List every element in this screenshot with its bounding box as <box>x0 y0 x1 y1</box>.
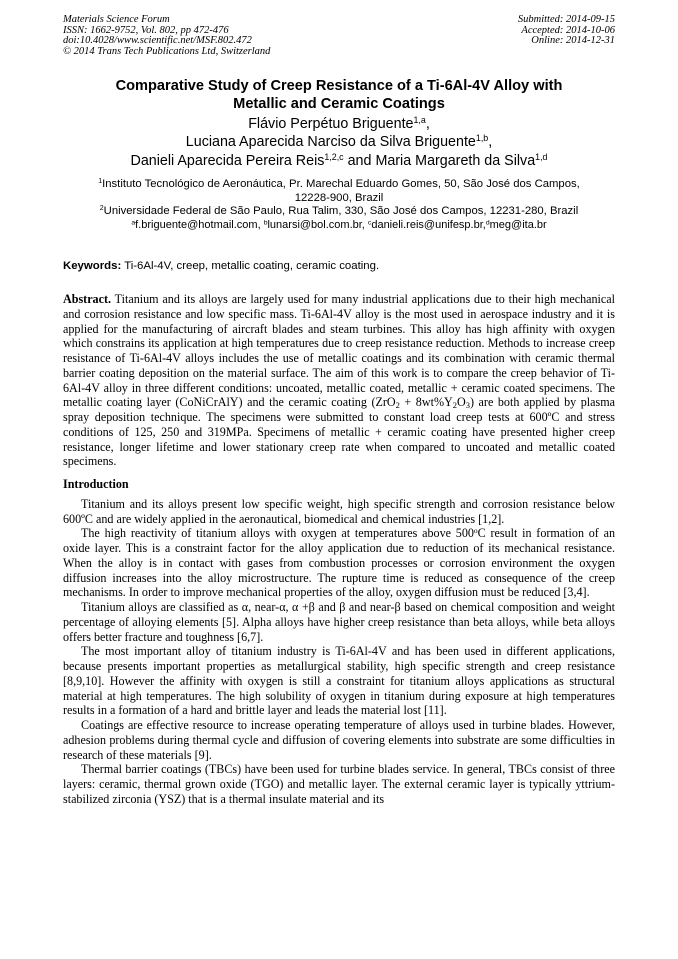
issn-line: ISSN: 1662-9752, Vol. 802, pp 472-476 <box>63 24 229 36</box>
abstract <box>63 292 615 469</box>
intro-paragraph-6: Thermal barrier coatings (TBCs) have been used for turbine blades service. In general, TBCs consist of three layers: ceramic, thermal grown oxide (TGO) and metallic layer. The external ceramic layer is typically yttrium-stabilized zirconia (YSZ) that is a thermal insulate material and its <box>63 762 615 806</box>
author-2-affil: 1,b <box>475 133 489 144</box>
author-separator: , <box>425 116 430 132</box>
doi-line: doi:10.4028/www.scientific.net/MSF.802.472 <box>63 35 252 47</box>
affiliation-1-text: Instituto Tecnológico de Aeronáutica, Pr. Marechal Eduardo Gomes, 50, São José dos Campos, <box>102 178 580 190</box>
email-list <box>63 219 615 233</box>
author-2: Luciana Aparecida Narciso da Silva Briguente <box>185 134 476 151</box>
author-line-3 <box>63 152 615 170</box>
paper-title <box>63 78 615 113</box>
email-a-marker: a <box>131 219 136 227</box>
subscript: 3 <box>465 400 470 411</box>
author-separator: and <box>343 152 376 169</box>
email-d-marker: d <box>485 219 490 227</box>
author-line-1 <box>63 115 615 133</box>
author-4: Maria Margareth da Silva <box>375 152 536 169</box>
introduction-heading: Introduction <box>63 477 129 491</box>
intro-paragraph-5: Coatings are effective resource to increase operating temperature of alloys used in turbine blades. However, adhesion problems during thermal cycle and diffusion of covering elements into substrate are some difficulties in research of these materials [9]. <box>63 718 615 762</box>
author-1-affil: 1,a <box>413 115 426 126</box>
accepted-date: Accepted: 2014-10-06 <box>521 24 615 36</box>
email-a: f.briguente@hotmail.com, <box>135 218 264 231</box>
affiliation-2-number: 2 <box>99 205 104 213</box>
keywords-label: Keywords: <box>63 260 122 272</box>
degree-superscript: o <box>473 526 478 536</box>
email-c-marker: c <box>367 219 372 227</box>
intro-paragraph-2-text-cont: C result in formation of an oxide layer. This is a constraint factor for the alloy application due to reduction of its mechanical resistance. When the alloy is in contact with gases from combustion processes or corrosion environment the oxygen diffusion increases into the alloy microstructure. The rupture time is reduced as consequence of the creep mechanisms. In order to improve mechanical properties of the alloy, oxygen diffusion must be reduced [3,4]. <box>63 526 616 600</box>
email-b: lunarsi@bol.com.br, <box>267 218 368 231</box>
subscript: 2 <box>452 400 457 411</box>
author-1: Flávio Perpétuo Briguente <box>248 116 414 132</box>
email-d: meg@ita.br <box>489 218 547 231</box>
submitted-date: Submitted: 2014-09-15 <box>517 14 615 25</box>
abstract-text-3: O <box>457 395 466 410</box>
affiliations <box>63 178 615 232</box>
author-separator: , <box>488 134 493 151</box>
intro-paragraph-2 <box>63 526 615 600</box>
intro-paragraph-4: The most important alloy of titanium industry is Ti-6Al-4V and has been used in different applications, because presents important properties as metallurgical stability, high specific strength and creep resistance [8,9,10]. However the affinity with oxygen is still a constraint for titanium alloys applications as structural material at high temperatures. The high solubility of oxygen in titanium during exposure at high temperatures results in a formation of a hard and brittle layer and leads the material lost [11]. <box>63 644 615 718</box>
journal-header <box>63 15 270 57</box>
online-date: Online: 2014-12-31 <box>531 35 615 47</box>
abstract-label: Abstract. <box>63 292 112 306</box>
intro-paragraph-2-text: The high reactivity of titanium alloys with oxygen at temperatures above 500 <box>81 526 474 541</box>
keywords <box>63 259 615 273</box>
affiliation-2-text: Universidade Federal de São Paulo, Rua Talim, 330, São José dos Campos, 12231-280, Brazil <box>103 205 579 218</box>
email-c: danieli.reis@unifesp.br, <box>371 218 486 231</box>
intro-paragraph-3: Titanium alloys are classified as α, near-α, α +β and β and near-β based on chemical composition and weight percentage of alloying elements [5]. Alpha alloys have higher creep resistance than beta alloys, while beta alloys offers better fracture and toughness [6,7]. <box>63 600 615 644</box>
abstract-text-2: + 8wt%Y <box>399 395 453 410</box>
author-3-affil: 1,2,c <box>324 151 344 162</box>
affiliation-1-number: 1 <box>98 178 103 186</box>
title-line-2: Metallic and Ceramic Coatings <box>233 95 445 112</box>
email-b-marker: b <box>263 219 268 227</box>
author-4-affil: 1,d <box>535 151 548 162</box>
paper-body <box>63 292 615 807</box>
affiliation-1-continued: 12228-900, Brazil <box>294 191 384 204</box>
keywords-text: Ti-6Al-4V, creep, metallic coating, ceramic coating. <box>121 260 380 272</box>
intro-paragraph-1: Titanium and its alloys present low specific weight, high specific strength and corrosion resistance below 600ºC and are widely applied in the aeronautical, biomedical and chemical industries [1,2]. <box>63 496 615 526</box>
author-3: Danieli Aparecida Pereira Reis <box>130 152 325 169</box>
journal-name: Materials Science Forum <box>63 14 170 25</box>
abstract-text-1: Titanium and its alloys are largely used for many industrial applications due to their high mechanical and corrosion resistance and low specific mass. Ti-6Al-4V alloy is the most used in aerospace industry and it is applied for the manufacturing of aircraft blades and steam turbines. This alloy has high affinity with oxygen which constrains its application at high temperatures due to creep resistance reduction. Methods to increase creep resistance of Ti-6Al-4V alloys includes the use of metallic coatings and its combination with ceramic thermal barrier coating deposition on the material surface. The aim of this work is to compare the creep behavior of Ti-6Al-4V alloy in three different conditions: uncoated, metallic coated, metallic + ceramic coated specimens. The metallic coating layer (CoNiCrAlY) and the ceramic coating (ZrO <box>63 292 615 410</box>
author-line-2 <box>63 133 615 151</box>
affiliation-1 <box>63 178 615 192</box>
affiliation-2 <box>63 205 615 219</box>
title-line-1: Comparative Study of Creep Resistance of a Ti-6Al-4V Alloy with <box>115 78 563 94</box>
author-list <box>63 115 615 170</box>
dates-header <box>518 15 615 47</box>
subscript: 2 <box>395 400 400 411</box>
abstract-text-4: ) are both applied by plasma spray deposition technique. The specimens were submitted to constant load creep tests at 600ºC and stress conditions of 125, 250 and 319MPa. Specimens of metallic + ceramic coating have presented higher creep resistance, longer lifetime and lower stationary creep rate when compared to uncoated and metallic coated specimens. <box>63 395 615 469</box>
copyright-line: © 2014 Trans Tech Publications Ltd, Switzerland <box>63 45 271 57</box>
